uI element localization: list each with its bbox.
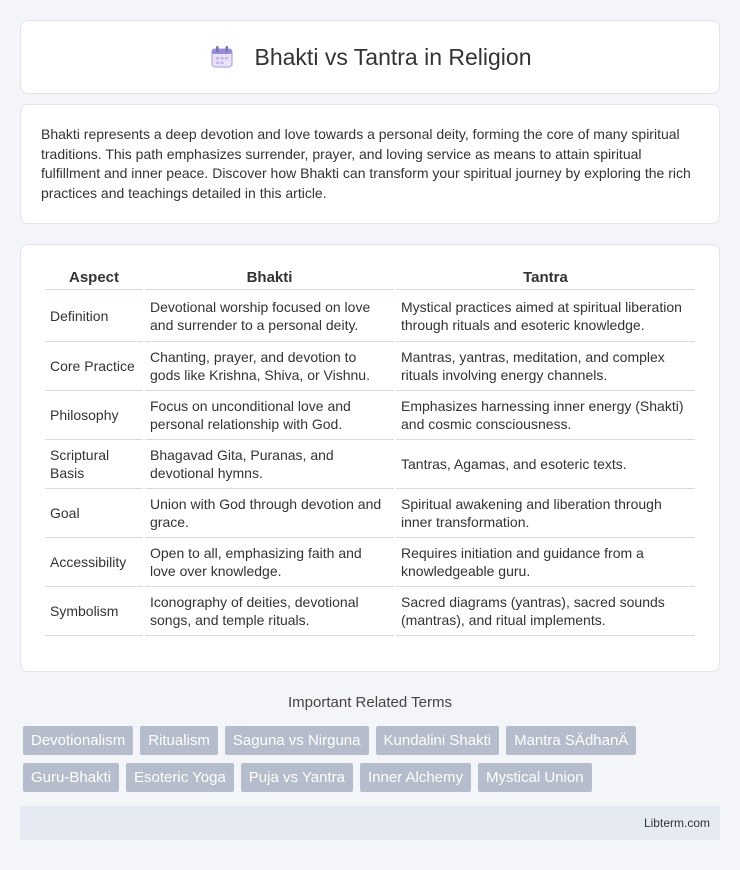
- tantra-cell: Emphasizes harnessing inner energy (Shakti) and cosmic consciousness.: [396, 391, 695, 440]
- bhakti-cell: Chanting, prayer, and devotion to gods like Krishna, Shiva, or Vishnu.: [145, 342, 394, 391]
- related-term-tag[interactable]: Guru-Bhakti: [23, 763, 119, 792]
- footer: [20, 806, 720, 840]
- calendar-icon: [209, 44, 235, 70]
- aspect-cell: Core Practice: [45, 342, 143, 391]
- bhakti-cell: Iconography of deities, devotional songs, and temple rituals.: [145, 587, 394, 636]
- related-terms-list: [23, 726, 723, 800]
- related-term-tag[interactable]: Esoteric Yoga: [126, 763, 234, 792]
- related-term-tag[interactable]: Ritualism: [140, 726, 218, 755]
- tantra-cell: Tantras, Agamas, and esoteric texts.: [396, 440, 695, 489]
- aspect-cell: Accessibility: [45, 538, 143, 587]
- intro-text: Bhakti represents a deep devotion and love towards a personal deity, forming the core of many spiritual traditions. This path emphasizes surrender, prayer, and loving service as means to attain spiritual fulfillment and inner peace. Discover how Bhakti can transform your spiritual journey by exploring the rich practices and teachings detailed in this article.: [41, 126, 691, 201]
- intro-card: [20, 104, 720, 224]
- tantra-cell: Sacred diagrams (yantras), sacred sounds (mantras), and ritual implements.: [396, 587, 695, 636]
- aspect-cell: Scriptural Basis: [45, 440, 143, 489]
- comparison-table: [43, 265, 697, 636]
- aspect-cell: Symbolism: [45, 587, 143, 636]
- tantra-cell: Requires initiation and guidance from a knowledgeable guru.: [396, 538, 695, 587]
- column-header-bhakti: Bhakti: [145, 265, 394, 290]
- bhakti-cell: Open to all, emphasizing faith and love over knowledge.: [145, 538, 394, 587]
- related-term-tag[interactable]: Saguna vs Nirguna: [225, 726, 369, 755]
- related-term-tag[interactable]: Inner Alchemy: [360, 763, 471, 792]
- bhakti-cell: Union with God through devotion and grace.: [145, 489, 394, 538]
- related-term-tag[interactable]: Mystical Union: [478, 763, 592, 792]
- table-row: [45, 587, 695, 636]
- bhakti-cell: Focus on unconditional love and personal relationship with God.: [145, 391, 394, 440]
- table-row: [45, 489, 695, 538]
- footer-link[interactable]: Libterm.com: [643, 816, 710, 830]
- comparison-card: [20, 244, 720, 672]
- table-row: [45, 290, 695, 342]
- table-row: [45, 391, 695, 440]
- table-header-row: [45, 265, 695, 290]
- table-row: [45, 440, 695, 489]
- table-row: [45, 538, 695, 587]
- tantra-cell: Spiritual awakening and liberation through inner transformation.: [396, 489, 695, 538]
- table-row: [45, 342, 695, 391]
- column-header-tantra: Tantra: [396, 265, 695, 290]
- aspect-cell: Definition: [45, 290, 143, 342]
- related-term-tag[interactable]: Puja vs Yantra: [241, 763, 353, 792]
- tantra-cell: Mantras, yantras, meditation, and complex rituals involving energy channels.: [396, 342, 695, 391]
- bhakti-cell: Bhagavad Gita, Puranas, and devotional hymns.: [145, 440, 394, 489]
- title-card: [20, 20, 720, 94]
- column-header-aspect: Aspect: [45, 265, 143, 290]
- related-term-tag[interactable]: Kundalini Shakti: [376, 726, 500, 755]
- tantra-cell: Mystical practices aimed at spiritual liberation through rituals and esoteric knowledge.: [396, 290, 695, 342]
- bhakti-cell: Devotional worship focused on love and surrender to a personal deity.: [145, 290, 394, 342]
- aspect-cell: Philosophy: [45, 391, 143, 440]
- page-title: Bhakti vs Tantra in Religion: [254, 43, 532, 70]
- related-term-tag[interactable]: Devotionalism: [23, 726, 133, 755]
- related-term-tag[interactable]: Mantra SÄdhanÄ: [506, 726, 636, 755]
- related-terms-title: Important Related Terms: [288, 694, 452, 711]
- aspect-cell: Goal: [45, 489, 143, 538]
